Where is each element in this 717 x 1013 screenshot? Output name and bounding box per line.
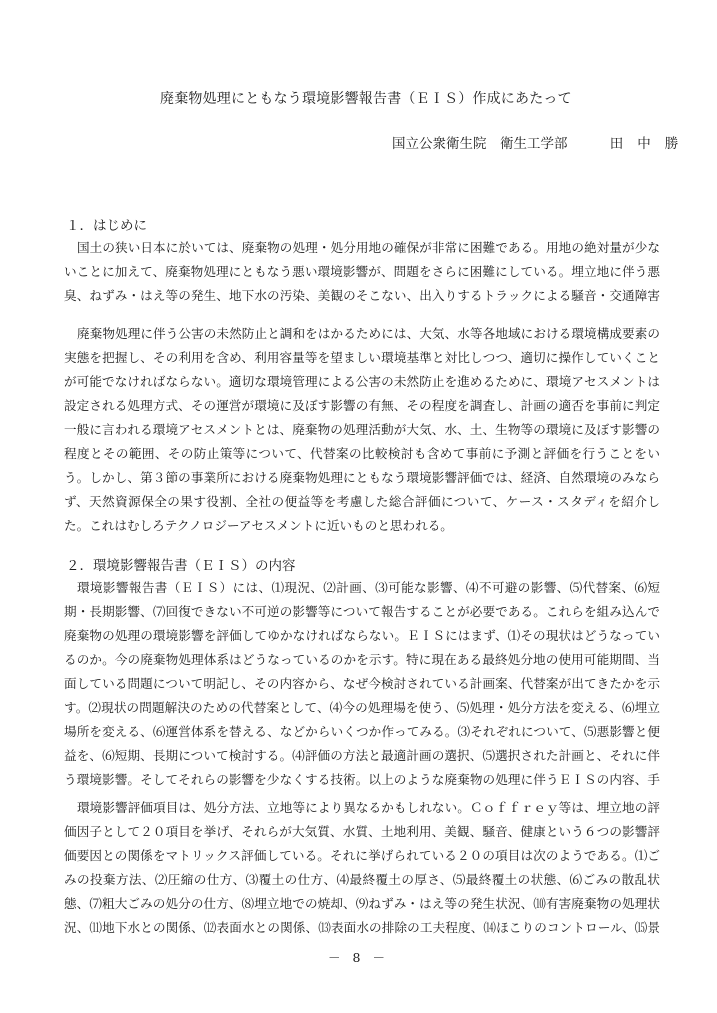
author-name: 田中勝 xyxy=(609,136,693,152)
author-line xyxy=(392,132,693,152)
author-affiliation: 国立公衆衛生院 衛生工学部 xyxy=(392,136,568,152)
paragraph: 廃棄物処理に伴う公害の未然防止と調和をはかるためには、大気、水等各地域における環境構成要素の実態を把握し、その利用を含め、利用容量等を望ましい環境基準と対比しつつ、適切に操作していくことが可能でなければならない。適切な環境管理による公害の未然防止を進めるために、環境アセスメントは設定される処理方式、その運営が環境に及ぼす影響の有無、その程度を調査し、計画の適否を事前に判定 xyxy=(64,326,660,413)
paragraph: 国土の狭い日本に於いては、廃棄物の処理・処分用地の確保が非常に困難である。用地の絶対量が少ないことに加えて、廃棄物処理にともなう悪い環境影響が、問題をさらに困難にしている。埋立地に伴う悪臭、ねずみ・はえ等の発生、地下水の汚染、美観のそこない、出入りするトラックによる騒音・交通障害 xyxy=(64,240,660,303)
document-title: 廃棄物処理にともなう環境影響報告書（ＥＩＳ）作成にあたって xyxy=(160,91,572,107)
section-heading-introduction: １．はじめに xyxy=(66,218,147,234)
section-heading-eis-contents: ２．環境影響報告書（ＥＩＳ）の内容 xyxy=(66,558,296,574)
page-number: － 8 － xyxy=(328,950,389,965)
paragraph: 環境影響評価項目は、処分方法、立地等により異なるかもしれない。Ｃｏｆｆｒｅｙ等は、埋立地の評価因子として２０項目を挙げ、それらが大気質、水質、土地利用、美観、騒音、健康という６つの影響評価要因との関係をマトリックス評価している。それに挙げられている２０の項目は次のようである。⑴ごみの投棄方法、⑵圧縮の仕方、⑶覆土の仕方、⑷最終覆土の厚さ、⑸最終覆土の状態、⑹ごみの散乱状態、⑺粗大ごみの処分の仕方、⑻埋立地での焼却、⑼ねずみ・はえ等の発生状況、⑽有害廃棄物の処理状況、⑾地下水との関係、⑿表面水との関係、⒀表面水の排除の工夫程度、⒁ほこりのコントロール、⒂景 xyxy=(64,800,660,935)
paragraph: 環境影響報告書（ＥＩＳ）には、⑴現況、⑵計画、⑶可能な影響、⑷不可避の影響、⑸代替案、⑹短期・長期影響、⑺回復できない不可逆の影響等について報告することが必要である。これらを組み込んで廃棄物の処理の環境影響を評価してゆかなければならない。ＥＩＳにはまず、⑴その現状はどうなっているのか。今の廃棄物処理体系はどうなっているのかを示す。特に現在ある最終処分地の使用可能期間、当面している問題について明記し、その内容から、なぜ今検討されている計画案、代替案が出てきたかを示す。⑵現状の問題解決のための代替案として、⑷今の処理場を使う、⑸処理・処分方法を変える、⑹埋立場所を変える、⑹運営体系を替える、などからいくつか作ってみる。⑶それぞれについて、⑸悪影響と便益を、⑹短期、長期について検討する。⑷評価の方法と最適計画の選択、⑸選択された計画と、それに伴う環境影響。そしてそれらの影響を少なくする技術。以上のような廃棄物の処理に伴うＥＩＳの内容、手 xyxy=(64,580,660,787)
paragraph: 一般に言われる環境アセスメントとは、廃棄物の処理活動が大気、水、土、生物等の環境に及ぼす影響の程度とその範囲、その防止策等について、代替案の比較検討も含めて事前に予測と評価を行うことをいう。しかし、第３節の事業所における廃棄物処理にともなう環境影響評価では、経済、自然環境のみならず、天然資源保全の果す役割、全社の便益等を考慮した総合評価について、ケース・スタディを紹介した。これはむしろテクノロジーアセスメントに近いものと思われる。 xyxy=(64,422,660,533)
